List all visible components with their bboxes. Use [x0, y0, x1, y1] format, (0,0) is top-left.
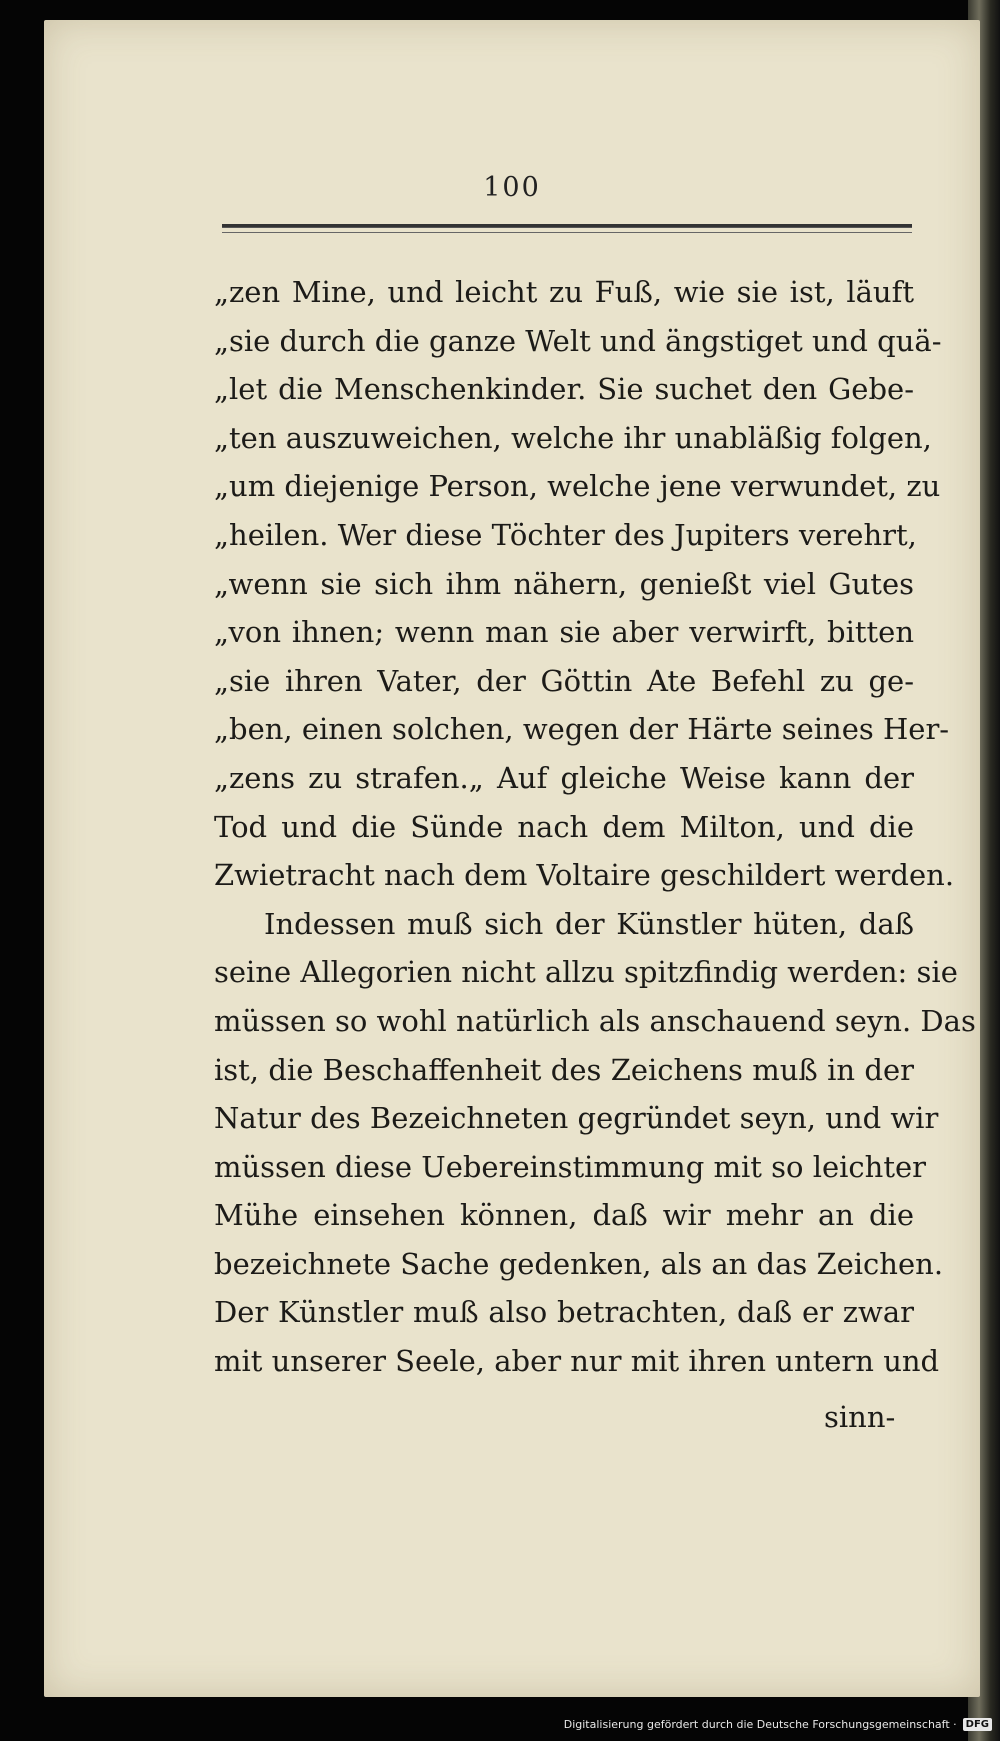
text-line: Mühe einsehen können, daß wir mehr an die	[214, 1198, 914, 1233]
text-line: seine Allegorien nicht allzu spitzfindig werden: sie	[214, 955, 958, 990]
text-line: mit unserer Seele, aber nur mit ihren untern und	[214, 1344, 940, 1379]
text-line: „wenn sie sich ihm nähern, genießt viel Gutes	[214, 566, 914, 601]
text-line: Tod und die Sünde nach dem Milton, und die	[214, 809, 914, 844]
text-line: Der Künstler muß also betrachten, daß er zwar	[214, 1295, 914, 1330]
credit-text: Digitalisierung gefördert durch die Deutsche Forschungsgemeinschaft ·	[563, 1718, 957, 1731]
dfg-logo-icon: DFG	[963, 1718, 992, 1731]
text-line: „sie durch die ganze Welt und ängstiget und quä-	[214, 323, 942, 358]
body-text	[214, 268, 976, 1386]
text-line: „sie ihren Vater, der Göttin Ate Befehl zu ge-	[214, 663, 914, 698]
catchword: sinn-	[824, 1400, 896, 1434]
text-line: bezeichnete Sache gedenken, als an das Zeichen.	[214, 1246, 944, 1281]
text-line: Indessen muß sich der Künstler hüten, daß	[264, 906, 914, 941]
text-line: ist, die Beschaffenheit des Zeichens muß in der	[214, 1052, 914, 1087]
text-line: „let die Menschenkinder. Sie suchet den Gebe-	[214, 372, 914, 407]
text-line: „zen Mine, und leicht zu Fuß, wie sie ist, läuft	[214, 275, 914, 309]
text-line: Natur des Bezeichneten gegründet seyn, und wir	[214, 1101, 939, 1136]
page-number: 100	[483, 172, 541, 203]
digitization-credit	[564, 1718, 992, 1731]
text-line: müssen diese Uebereinstimmung mit so leichter	[214, 1149, 927, 1184]
header-rule-thin	[222, 232, 912, 233]
text-line: müssen so wohl natürlich als anschauend seyn. Das	[214, 1003, 976, 1038]
text-line: „zens zu strafen.„ Auf gleiche Weise kann der	[214, 760, 914, 795]
text-line: Zwietracht nach dem Voltaire geschildert werden.	[214, 858, 955, 893]
header-rule	[222, 224, 912, 228]
text-line: „von ihnen; wenn man sie aber verwirft, bitten	[214, 615, 914, 650]
text-line: „ben, einen solchen, wegen der Härte seines Her-	[214, 712, 950, 747]
text-line: „ten auszuweichen, welche ihr unabläßig folgen,	[214, 420, 932, 455]
book-page	[44, 20, 980, 1697]
text-line: „heilen. Wer diese Töchter des Jupiters verehrt,	[214, 517, 917, 552]
text-line: „um diejenige Person, welche jene verwundet, zu	[214, 469, 941, 504]
